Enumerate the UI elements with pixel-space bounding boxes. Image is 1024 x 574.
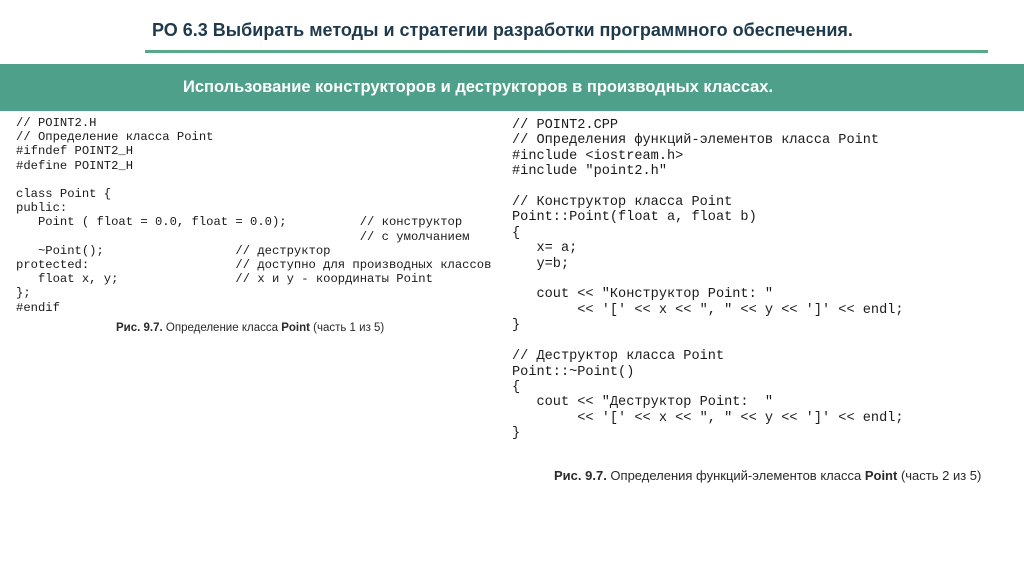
caption-left-label: Рис. 9.7. <box>116 322 163 334</box>
caption-right-part: (часть 2 из 5) <box>897 468 982 483</box>
code-listing-point2-h: // POINT2.H // Определение класса Point #ifndef POINT2_H #define POINT2_H class Point { public: Point ( float = 0.0, float = 0.0); // конструктор // с умолчанием ~Point(); // деструктор protected: // доступно для производных классов float x, y; // x и y - координаты Point }; #endif <box>16 116 492 315</box>
caption-left-class-name: Point <box>281 322 310 334</box>
section-banner <box>0 64 1024 111</box>
figure-caption-right <box>554 468 981 483</box>
slide-title: РО 6.3 Выбирать методы и стратегии разработки программного обеспечения. <box>152 20 853 40</box>
caption-right-class-name: Point <box>864 468 898 483</box>
title-underline <box>145 50 988 53</box>
caption-right-text: Определения функций-элементов класса <box>606 468 865 483</box>
figure-caption-left <box>116 322 384 334</box>
section-banner-text: Использование конструкторов и деструкторов в производных классах. <box>183 78 774 96</box>
caption-left-text: Определение класса <box>162 322 282 334</box>
code-listing-point2-cpp: // POINT2.CPP // Определения функций-элементов класса Point #include <iostream.h> #include "point2.h" // Конструктор класса Point Point::Point(float a, float b) { x= a; y=b; cout << "Конструктор Point: " << '[' << x << ", " << y << ']' << endl; } // Деструктор класса Point Point::~Point() { cout << "Деструктор Point: " << '[' << x << ", " << y << ']' << endl; } <box>512 118 904 442</box>
caption-left-part: (часть 1 из 5) <box>309 322 385 334</box>
caption-right-label: Рис. 9.7. <box>554 468 607 483</box>
